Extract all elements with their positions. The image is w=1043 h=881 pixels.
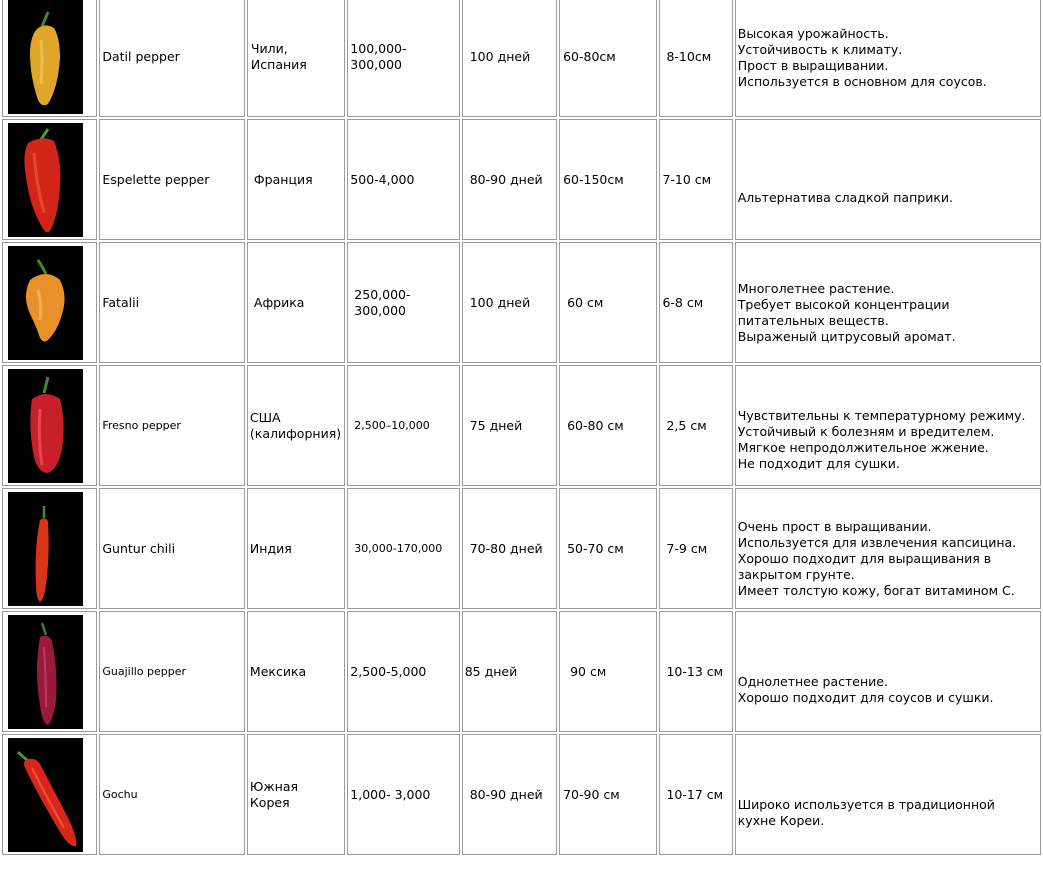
desc-line: Требует высокой концентрации bbox=[737, 297, 950, 312]
pepper-image-cell bbox=[2, 365, 97, 486]
pepper-shu-cell bbox=[347, 119, 459, 240]
pepper-length-cell bbox=[659, 119, 732, 240]
pepper-length-cell bbox=[659, 242, 732, 363]
pepper-origin-cell bbox=[247, 611, 345, 732]
table-row bbox=[2, 242, 1041, 363]
pepper-days: 70-80 дней bbox=[469, 540, 543, 556]
pepper-table-body bbox=[2, 0, 1041, 855]
pepper-image-cell bbox=[2, 734, 97, 855]
desc-line: Имеет толстую кожу, богат витамином С. bbox=[737, 582, 1015, 598]
pepper-image-cell bbox=[2, 611, 97, 732]
desc-line: Не подходит для сушки. bbox=[737, 455, 900, 471]
pepper-height-cell bbox=[559, 611, 657, 732]
desc-line: Прост в выращивании. bbox=[737, 58, 889, 73]
desc-line: Однолетнее растение. bbox=[737, 674, 888, 689]
pepper-name-cell bbox=[99, 365, 245, 486]
pepper-days: 85 дней bbox=[464, 663, 518, 679]
pepper-image-cell bbox=[2, 0, 97, 117]
pepper-shu: 500-4,000 bbox=[350, 171, 415, 187]
desc-line: Хорошо подходит для соусов и сушки. bbox=[737, 690, 994, 705]
pepper-height-cell bbox=[559, 0, 657, 117]
pepper-desc-cell bbox=[735, 0, 1041, 117]
pepper-image-cell bbox=[2, 242, 97, 363]
pepper-name-cell bbox=[99, 0, 245, 117]
pepper-origin: Индия bbox=[249, 540, 292, 556]
pepper-origin: США (калифорния) bbox=[249, 409, 342, 441]
desc-line: Альтернатива сладкой паприки. bbox=[737, 190, 953, 205]
pepper-shu: 2,500-5,000 bbox=[350, 663, 427, 679]
pepper-length-cell bbox=[659, 734, 732, 855]
pepper-description bbox=[736, 499, 1040, 599]
pepper-height-cell bbox=[559, 488, 657, 609]
pepper-shu-cell bbox=[347, 488, 459, 609]
desc-line: кухне Кореи. bbox=[737, 813, 825, 828]
pepper-days: 75 дней bbox=[469, 417, 523, 433]
pepper-shu: 1,000- 3,000 bbox=[350, 786, 431, 802]
pepper-description bbox=[736, 260, 1040, 345]
pepper-desc-cell bbox=[735, 611, 1041, 732]
pepper-name-cell bbox=[99, 611, 245, 732]
pepper-shu-cell bbox=[347, 0, 459, 117]
desc-line: Хорошо подходит для выращивания в bbox=[737, 550, 992, 566]
pepper-description bbox=[736, 637, 1040, 706]
desc-line: Используется для извлечения капсицина. bbox=[737, 534, 1017, 550]
pepper-image-cell bbox=[2, 119, 97, 240]
desc-line: Устойчивый к болезням и вредителем. bbox=[737, 423, 995, 439]
pepper-length: 6-8 см bbox=[662, 294, 704, 310]
pepper-name: Fatalii bbox=[102, 294, 140, 310]
pepper-origin: Чили, Испания bbox=[250, 40, 307, 72]
table-row bbox=[2, 611, 1041, 732]
pepper-desc-cell bbox=[735, 365, 1041, 486]
pepper-length-cell bbox=[659, 611, 732, 732]
pepper-height: 90 см bbox=[570, 663, 607, 679]
pepper-days-cell bbox=[462, 611, 557, 732]
desc-line: Выраженый цитрусовый аромат. bbox=[737, 329, 956, 344]
pepper-height: 60-80 см bbox=[567, 417, 624, 433]
table-row bbox=[2, 119, 1041, 240]
pepper-name: Gochu bbox=[102, 787, 138, 801]
pepper-length: 10-17 см bbox=[666, 786, 724, 802]
pepper-height: 70-90 см bbox=[563, 786, 620, 802]
pepper-name: Datil pepper bbox=[102, 48, 180, 64]
pepper-origin-cell bbox=[247, 242, 345, 363]
pepper-photo bbox=[8, 615, 83, 729]
pepper-shu-cell bbox=[347, 611, 459, 732]
pepper-photo bbox=[8, 123, 83, 237]
pepper-name: Guntur chili bbox=[102, 540, 176, 556]
pepper-shu: 30,000-170,000 bbox=[354, 541, 443, 555]
pepper-photo bbox=[8, 738, 83, 852]
pepper-name: Fresno pepper bbox=[102, 418, 181, 432]
pepper-shu-cell bbox=[347, 365, 459, 486]
pepper-length: 10-13 см bbox=[666, 663, 724, 679]
pepper-desc-cell bbox=[735, 488, 1041, 609]
pepper-name-cell bbox=[99, 488, 245, 609]
pepper-height-cell bbox=[559, 365, 657, 486]
desc-line: Чувствительны к температурному режиму. bbox=[737, 407, 1026, 423]
pepper-length-cell bbox=[659, 488, 732, 609]
table-row bbox=[2, 488, 1041, 609]
pepper-origin: Южная Корея bbox=[249, 778, 299, 810]
pepper-desc-cell bbox=[735, 734, 1041, 855]
pepper-length: 2,5 см bbox=[666, 417, 707, 433]
pepper-days-cell bbox=[462, 0, 557, 117]
pepper-origin-cell bbox=[247, 734, 345, 855]
desc-line: Устойчивость к климату. bbox=[737, 42, 903, 57]
pepper-origin: Африка bbox=[253, 294, 305, 310]
table-row bbox=[2, 365, 1041, 486]
pepper-height: 50-70 см bbox=[567, 540, 624, 556]
pepper-shu: 2,500–10,000 bbox=[354, 418, 430, 432]
pepper-image-cell bbox=[2, 488, 97, 609]
desc-line: закрытом грунте. bbox=[737, 566, 855, 582]
desc-line: Многолетнее растение. bbox=[737, 281, 895, 296]
pepper-days-cell bbox=[462, 242, 557, 363]
pepper-origin: Франция bbox=[253, 171, 313, 187]
pepper-name-cell bbox=[99, 242, 245, 363]
pepper-days: 80-90 дней bbox=[469, 786, 543, 802]
desc-line: Используется в основном для соусов. bbox=[737, 74, 987, 89]
pepper-photo bbox=[8, 369, 83, 483]
pepper-height: 60 см bbox=[567, 294, 604, 310]
pepper-days: 100 дней bbox=[469, 48, 531, 64]
pepper-height-cell bbox=[559, 734, 657, 855]
pepper-origin-cell bbox=[247, 0, 345, 117]
pepper-length: 7-10 см bbox=[662, 171, 712, 187]
desc-line: Мягкое непродолжительное жжение. bbox=[737, 439, 989, 455]
pepper-height-cell bbox=[559, 242, 657, 363]
pepper-days: 100 дней bbox=[469, 294, 531, 310]
pepper-photo bbox=[8, 492, 83, 606]
desc-line: Высокая урожайность. bbox=[737, 26, 889, 41]
pepper-length-cell bbox=[659, 365, 732, 486]
pepper-origin-cell bbox=[247, 365, 345, 486]
pepper-days-cell bbox=[462, 488, 557, 609]
pepper-description bbox=[736, 760, 1040, 829]
desc-line: Очень прост в выращивании. bbox=[737, 518, 932, 534]
pepper-desc-cell bbox=[735, 119, 1041, 240]
pepper-height-cell bbox=[559, 119, 657, 240]
desc-line: питательных веществ. bbox=[737, 313, 889, 328]
pepper-description bbox=[736, 380, 1040, 472]
table-row bbox=[2, 0, 1041, 117]
pepper-shu-cell bbox=[347, 734, 459, 855]
pepper-origin-cell bbox=[247, 119, 345, 240]
pepper-name-cell bbox=[99, 734, 245, 855]
pepper-shu-cell bbox=[347, 242, 459, 363]
pepper-days-cell bbox=[462, 365, 557, 486]
pepper-origin-cell bbox=[247, 488, 345, 609]
pepper-length: 8-10см bbox=[666, 48, 712, 64]
pepper-photo bbox=[8, 246, 83, 360]
pepper-length-cell bbox=[659, 0, 732, 117]
pepper-days-cell bbox=[462, 734, 557, 855]
pepper-origin: Мексика bbox=[249, 663, 307, 679]
pepper-length: 7-9 см bbox=[666, 540, 708, 556]
pepper-description bbox=[736, 23, 1040, 90]
pepper-shu: 100,000- 300,000 bbox=[350, 40, 407, 72]
pepper-name-cell bbox=[99, 119, 245, 240]
pepper-name: Guajillo pepper bbox=[102, 664, 187, 678]
table-row bbox=[2, 734, 1041, 855]
pepper-photo bbox=[8, 0, 83, 114]
pepper-days: 80-90 дней bbox=[469, 171, 543, 187]
pepper-shu: 250,000- 300,000 bbox=[354, 286, 411, 318]
pepper-height: 60-150см bbox=[563, 171, 624, 187]
pepper-desc-cell bbox=[735, 242, 1041, 363]
pepper-days-cell bbox=[462, 119, 557, 240]
pepper-height: 60-80см bbox=[563, 48, 616, 64]
desc-line: Широко используется в традиционной bbox=[737, 797, 995, 812]
pepper-description bbox=[736, 153, 1040, 206]
pepper-name: Espelette pepper bbox=[102, 171, 210, 187]
